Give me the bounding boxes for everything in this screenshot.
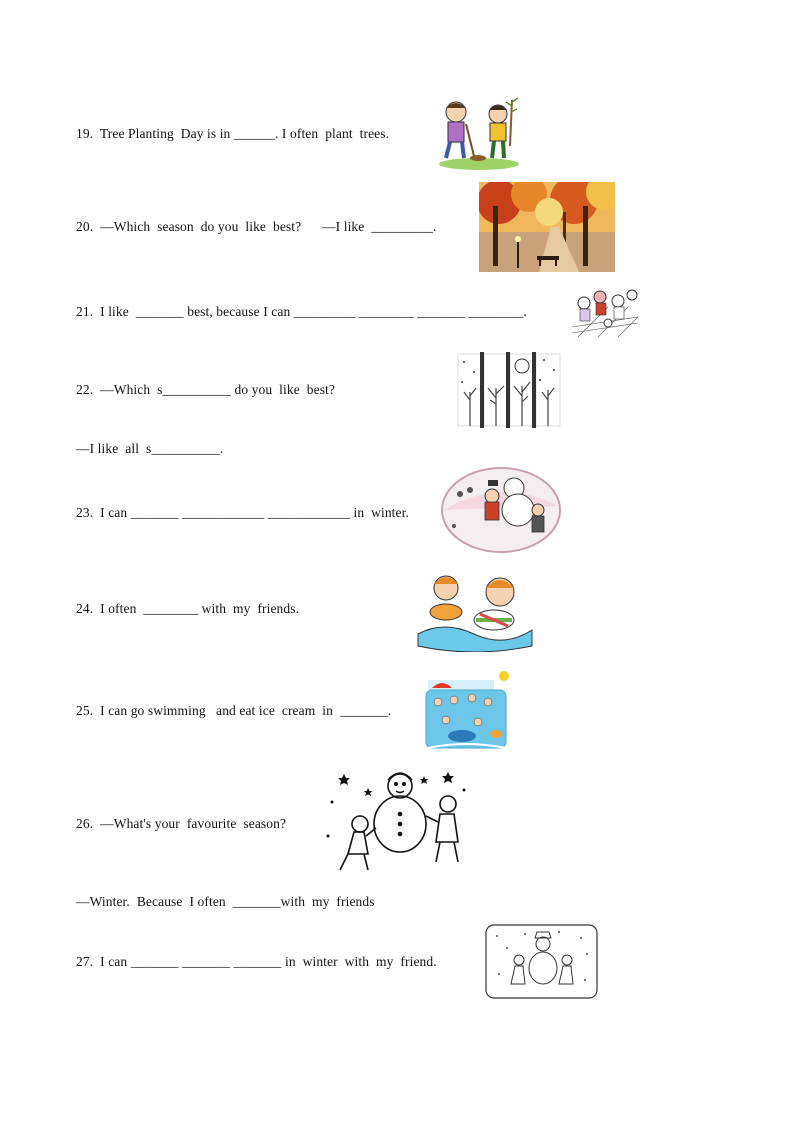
question-19: 19. Tree Planting Day is in ______. I often plant trees. bbox=[76, 126, 390, 141]
question-21: 21. I like _______ best, because I can _________ ________ _______ ________. bbox=[76, 304, 527, 319]
question-20: 20. —Which season do you like best? —I like _________. bbox=[76, 219, 437, 234]
question-27: 27. I can _______ _______ _______ in winter with my friend. bbox=[76, 954, 437, 969]
framed-snowman-illustration bbox=[485, 924, 598, 999]
question-26-answer: —Winter. Because I often _______with my friends bbox=[76, 894, 375, 909]
question-22: 22. —Which s__________ do you like best? bbox=[76, 382, 335, 397]
question-23: 23. I can _______ ____________ ____________ in winter. bbox=[76, 505, 409, 520]
autumn-painting bbox=[479, 182, 615, 272]
four-seasons-illustration bbox=[456, 352, 562, 428]
children-playing-illustration bbox=[568, 287, 642, 339]
question-22-answer: —I like all s__________. bbox=[76, 441, 224, 456]
summer-pool-illustration bbox=[418, 668, 514, 756]
winter-snowman-illustration bbox=[440, 466, 562, 554]
question-25: 25. I can go swimming and eat ice cream in _______. bbox=[76, 703, 392, 718]
question-26: 26. —What's your favourite season? bbox=[76, 816, 287, 831]
question-24: 24. I often ________ with my friends. bbox=[76, 601, 300, 616]
tree-planting-illustration bbox=[434, 96, 524, 172]
swimming-kids-illustration bbox=[414, 568, 536, 652]
building-snowman-illustration bbox=[324, 766, 472, 874]
